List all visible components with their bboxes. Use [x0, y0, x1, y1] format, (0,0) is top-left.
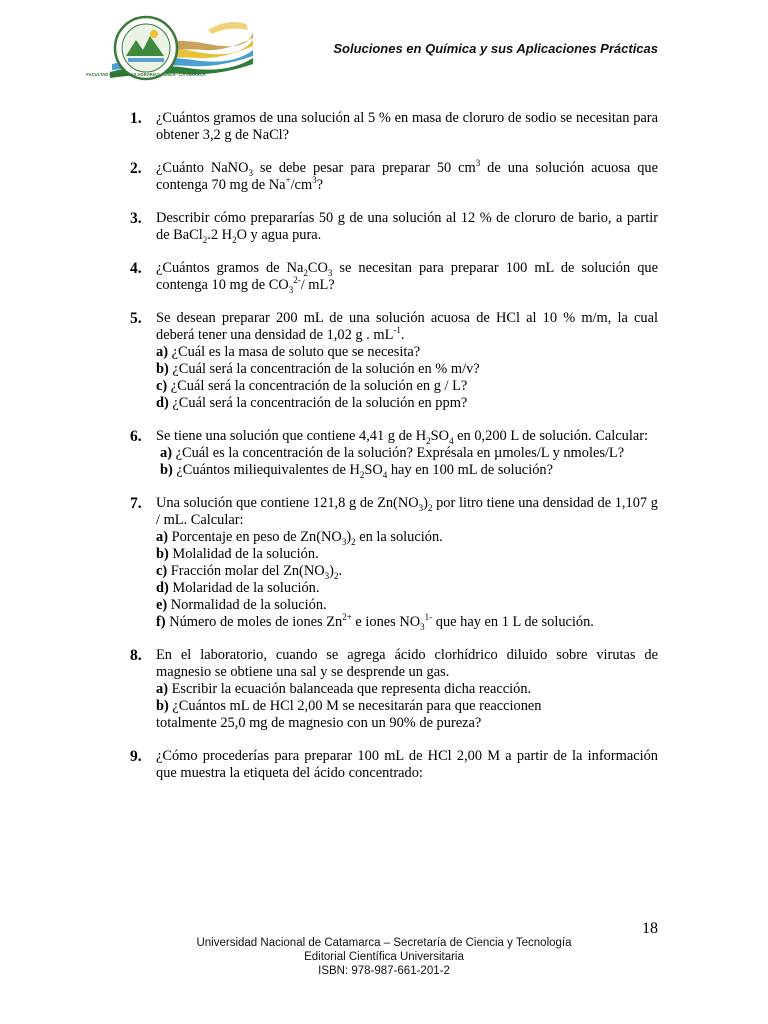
question-8 — [130, 647, 658, 732]
question-number: 7. — [130, 495, 142, 512]
question-number: 5. — [130, 310, 142, 327]
question-3 — [130, 210, 658, 244]
question-number: 9. — [130, 748, 142, 765]
question-7 — [130, 495, 658, 631]
question-number: 6. — [130, 428, 142, 445]
running-header-title: Soluciones en Química y sus Aplicaciones Prácticas — [333, 41, 658, 56]
sub-item-d: d) ¿Cuál será la concentración de la solución en ppm? — [156, 395, 468, 411]
question-1 — [130, 110, 658, 144]
question-4 — [130, 260, 658, 294]
logo-lettering: FACULTAD DE CIENCIAS AGRARIAS · UNCA · CATAMARCA — [86, 72, 206, 77]
sub-item-a: a) ¿Cuál es la masa de soluto que se necesita? — [156, 344, 421, 360]
sub-item-b: b) ¿Cuántos mL de HCl 2,00 M se necesitarán para que reaccionen — [156, 698, 542, 714]
question-6 — [130, 428, 658, 479]
sub-item-a: a) ¿Cuál es la concentración de la solución? Exprésala en µmoles/L y nmoles/L? — [160, 445, 625, 461]
question-text: Una solución que contiene 121,8 g de $Zn(NO_3)_2$ por litro tiene una densidad de 1,107 g / mL. Calcular: — [156, 495, 658, 528]
page-number: 18 — [642, 920, 658, 937]
sub-item-f: f) Número de moles de iones $Zn^{2+}$ e iones $NO_3^{1-}$ que hay en 1 L de solución. — [156, 612, 594, 632]
question-list — [130, 110, 658, 798]
question-2 — [130, 160, 658, 194]
sub-item-c: c) Fracción molar del $Zn(NO_3)_2$. — [156, 563, 343, 581]
sub-item-b: b) ¿Cuál será la concentración de la solución en % m/v? — [156, 361, 480, 377]
sub-item-b-continued: totalmente 25,0 mg de magnesio con un 90% de pureza? — [156, 715, 482, 731]
question-text: Describir cómo prepararías 50 g de una solución al 12 % de cloruro de bario, a partir de BaCl$_2$.2 $H_2O$ y agua pura. — [156, 210, 658, 245]
sub-item-b: b) Molalidad de la solución. — [156, 546, 319, 562]
sub-item-d: d) Molaridad de la solución. — [156, 580, 320, 596]
question-number: 1. — [130, 110, 142, 127]
sub-item-a: a) Porcentaje en peso de $Zn(NO_3)_2$ en la solución. — [156, 529, 443, 547]
question-text: ¿Cuántos gramos de $Na_2CO_3$ se necesitan para preparar 100 mL de solución que contenga 10 mg de $CO_3^{2-}/$ mL? — [156, 260, 658, 295]
question-text: En el laboratorio, cuando se agrega ácido clorhídrico diluido sobre virutas de magnesio se obtiene una sal y se desprende un gas. — [156, 647, 658, 680]
sub-item-b: b) ¿Cuántos miliequivalentes de $H_2SO_4$ hay en 100 mL de solución? — [160, 462, 553, 480]
footer-university: Universidad Nacional de Catamarca – Secretaría de Ciencia y Tecnología — [196, 937, 572, 949]
question-number: 3. — [130, 210, 142, 227]
sub-item-a: a) Escribir la ecuación balanceada que representa dicha reacción. — [156, 681, 532, 697]
footer-publisher: Editorial Científica Universitaria — [304, 951, 464, 963]
footer — [0, 936, 768, 978]
question-number: 8. — [130, 647, 142, 664]
question-text: ¿Cuántos gramos de una solución al 5 % en masa de cloruro de sodio se necesitan para obtener 3,2 g de NaCl? — [156, 110, 658, 143]
question-number: 2. — [130, 160, 142, 177]
question-text: Se tiene una solución que contiene 4,41 g de $H_2SO_4$ en 0,200 L de solución. Calcular: — [156, 428, 649, 446]
question-text: Se desean preparar 200 mL de una solución acuosa de HCl al 10 % m/m, la cual deberá tener una densidad de 1,02 g . $mL^{-1}$. — [156, 310, 658, 343]
question-text: ¿Cómo procederías para preparar 100 mL de HCl 2,00 M a partir de la información que muestra la etiqueta del ácido concentrado: — [156, 748, 658, 781]
question-5 — [130, 310, 658, 412]
faculty-logo — [86, 14, 253, 82]
sub-item-c: c) ¿Cuál será la concentración de la solución en g / L? — [156, 378, 468, 394]
sub-item-e: e) Normalidad de la solución. — [156, 597, 327, 613]
footer-isbn: ISBN: 978-987-661-201-2 — [318, 965, 450, 977]
question-9 — [130, 748, 658, 782]
question-number: 4. — [130, 260, 142, 277]
question-text: ¿Cuánto NaNO$_3$ se debe pesar para preparar 50 $cm^3$ de una solución acuosa que contenga 70 mg de $Na^+/cm^3$? — [156, 158, 658, 193]
